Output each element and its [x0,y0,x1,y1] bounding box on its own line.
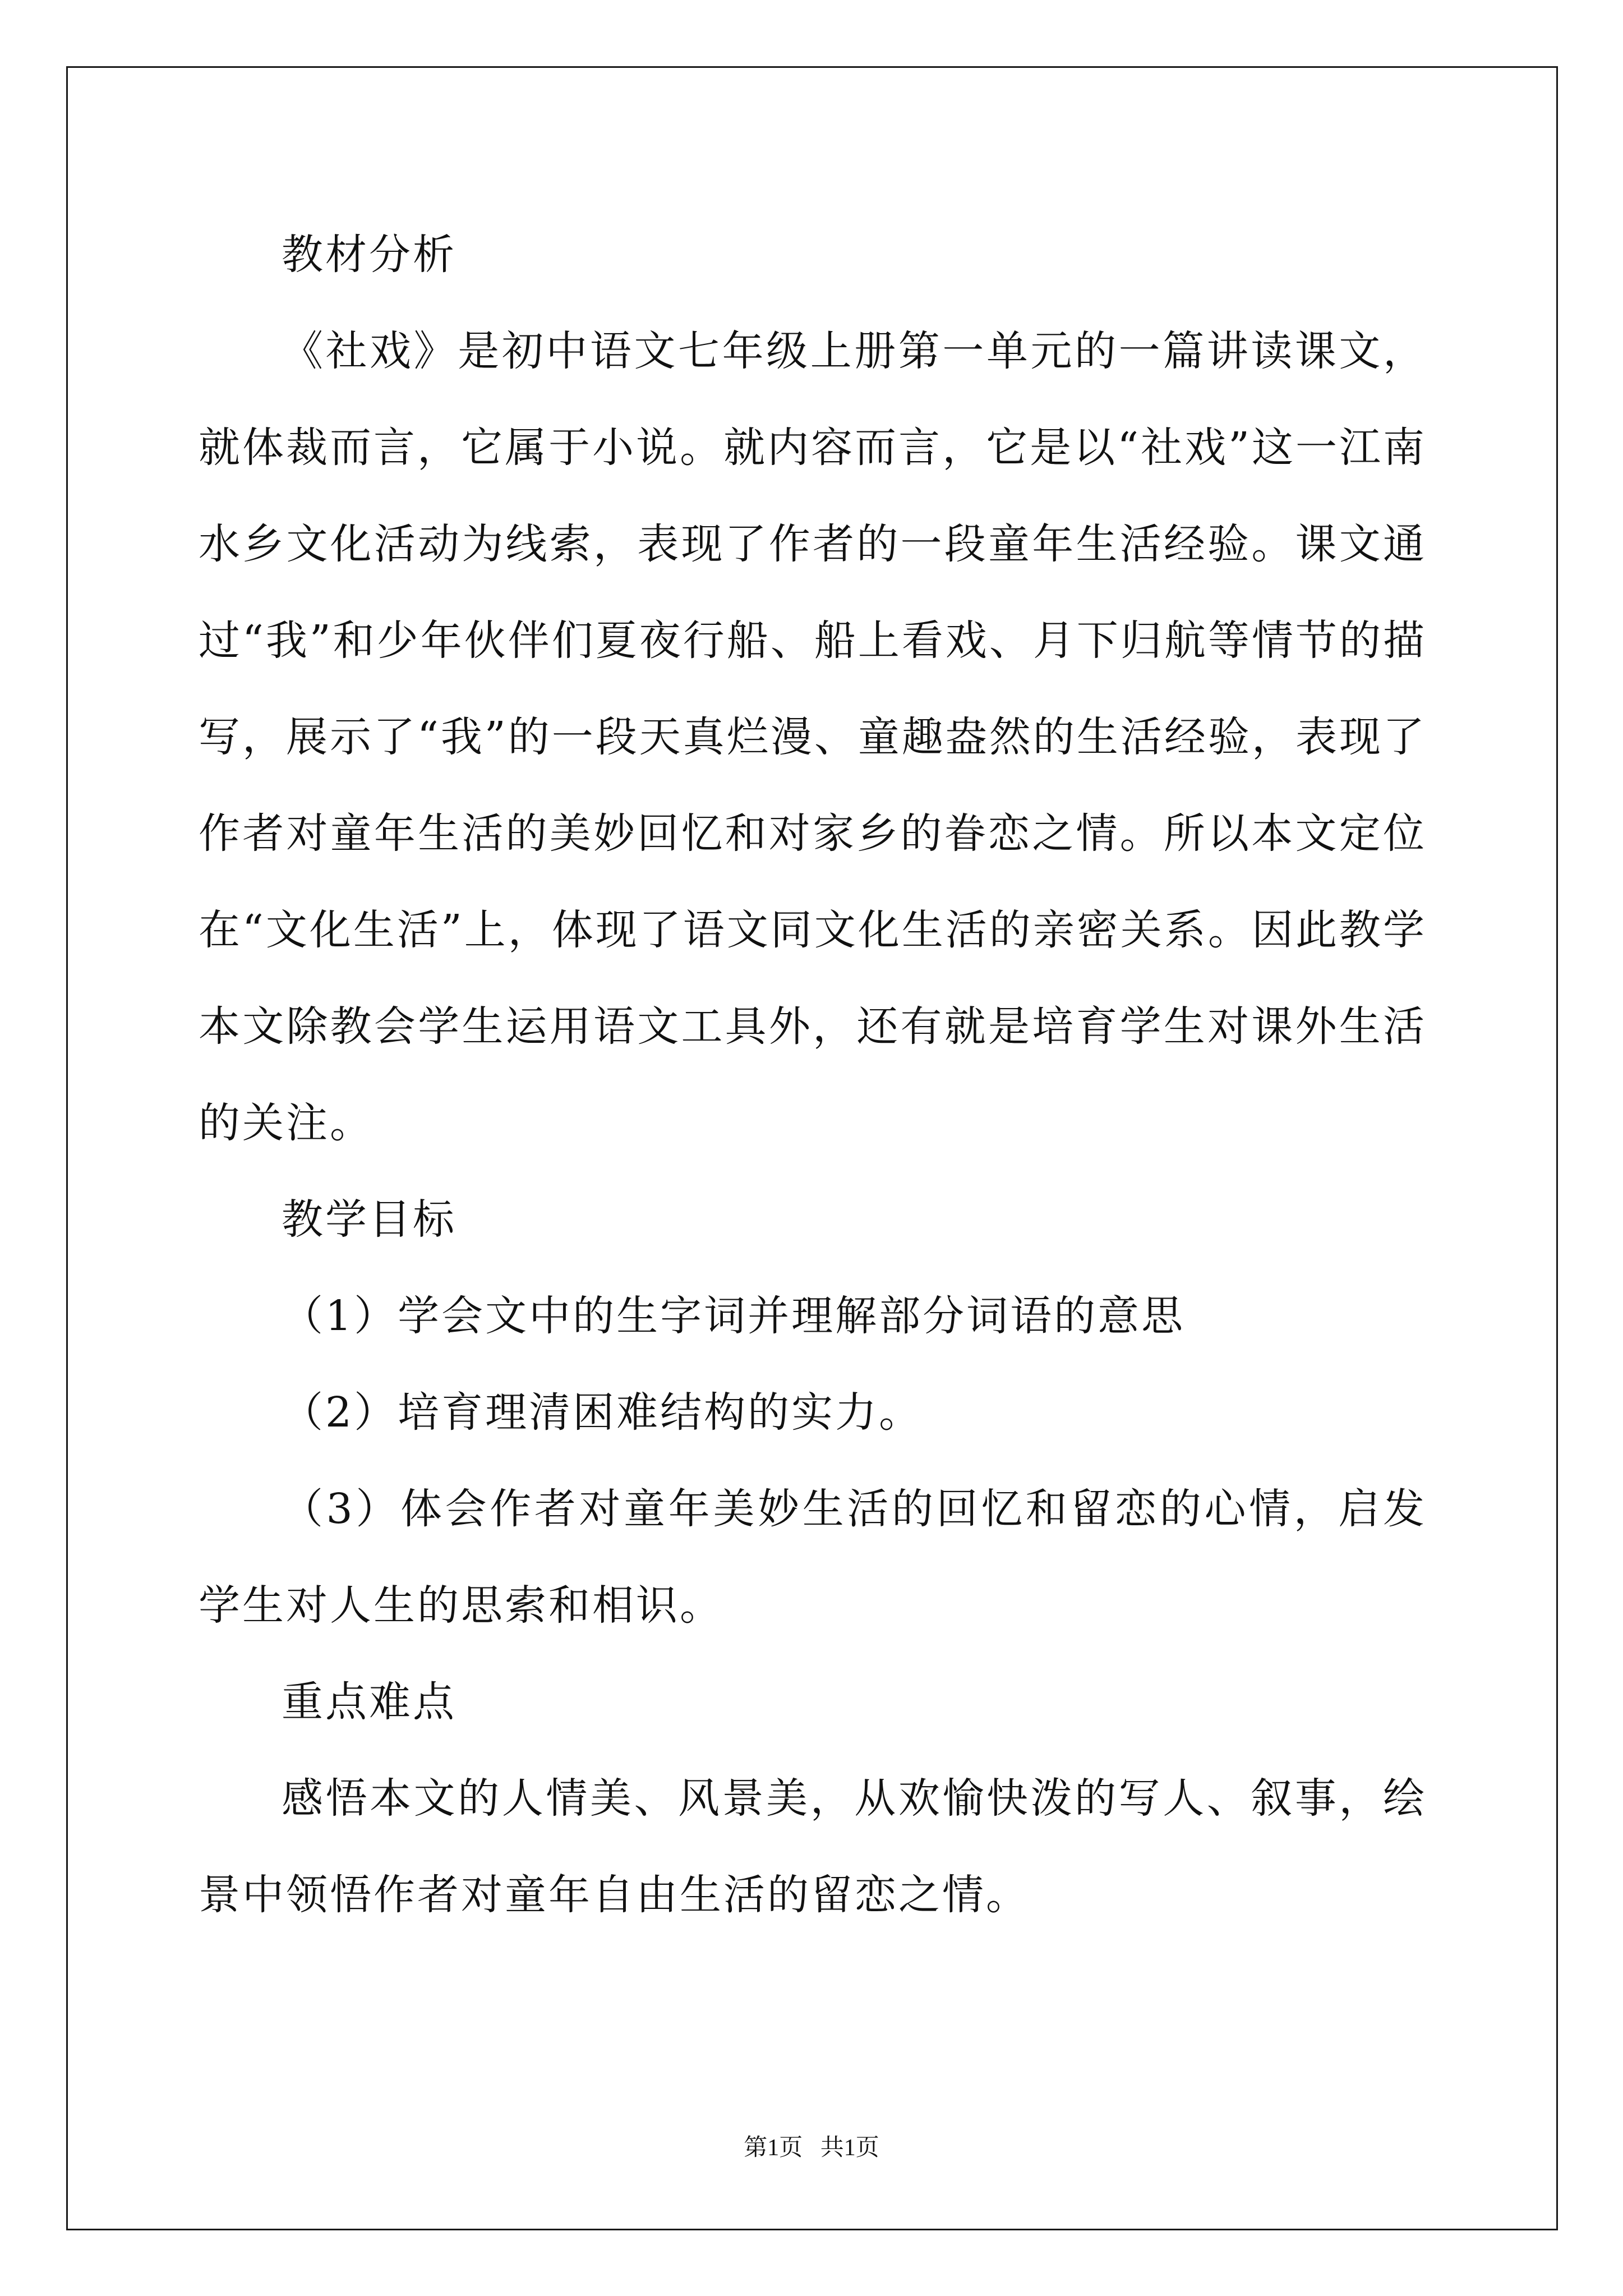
key-points-paragraph: 感悟本文的人情美、风景美，从欢愉快泼的写人、叙事，绘景中领悟作者对童年自由生活的留恋之情。 [199,1774,1427,1919]
section-heading-key-points: 重点难点 [282,1678,457,1726]
analysis-paragraph: 《社戏》是初中语文七年级上册第一单元的一篇讲读课文，就体裁而言，它属于小说。就内容而言，它是以“社戏”这一江南水乡文化活动为线索，表现了作者的一段童年生活经验。课文通过“我”和少年伙伴们夏夜行船、船上看戏、月下归航等情节的描写，展示了“我”的一段天真烂漫、童趣盎然的生活经验，表现了作者对童年生活的美妙回忆和对家乡的眷恋之情。所以本文定位在“文化生活”上，体现了语文同文化生活的亲密关系。因此教学本文除教会学生运用语文工具外，还有就是培育学生对课外生活的关注。 [199,327,1427,1147]
section-heading-textbook-analysis: 教材分析 [282,231,457,279]
section-heading-teaching-goals: 教学目标 [282,1195,457,1244]
page-number-footer: 第1页 共1页 [744,2135,879,2161]
goal-item-2: （2）培育理清困难结构的实力。 [282,1388,923,1437]
goal-item-3: （3）体会作者对童年美妙生活的回忆和留恋的心情，启发学生对人生的思索和相识。 [199,1485,1427,1630]
document-body [199,206,1427,1943]
goal-item-1: （1）学会文中的生字词并理解部分词语的意思 [282,1292,1186,1340]
